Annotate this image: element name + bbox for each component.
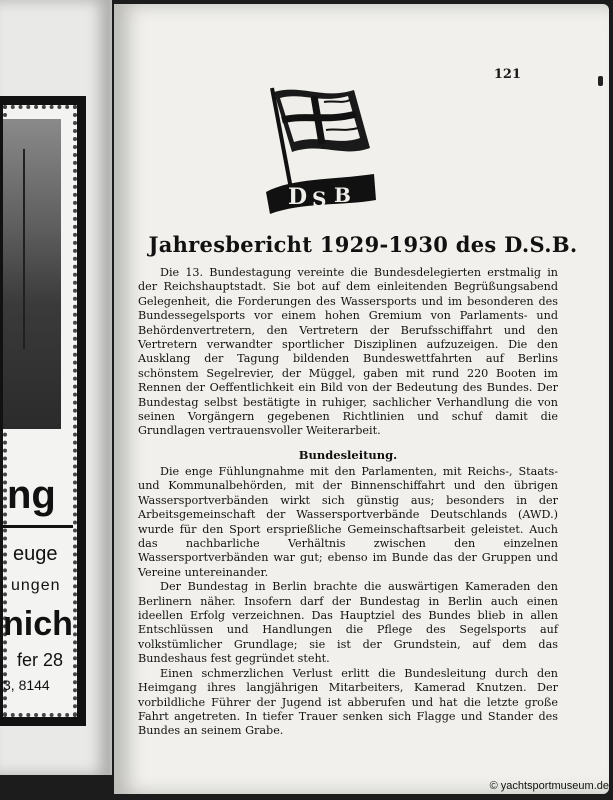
report-title: Jahresbericht 1929-1930 des D.S.B. [148, 232, 578, 257]
ad-text-euge: euge [13, 543, 58, 565]
page-number: 121 [493, 67, 521, 82]
ad-text-nich: nich [3, 605, 73, 643]
paragraph-fuehlungnahme: Die enge Fühlungnahme mit den Parlamenten, mit Reichs-, Staats- und Kommunalbehörden, mit der Binnenschiffahrt und den übrigen Wassersportverbänden wirkt sich günstig aus; besonders in der Arbeitsgemeinschaft der Wassersportverbände Deutschlands (AWD.) wurde für den Sport ersprießliche Gemeinschaftsarbeit geleistet. Auch das nachbarliche Verhältnis zwischen den einzelnen Wassersportverbänden war gut; ebenso im Bunde das der Gruppen und Vereine untereinander. [138, 465, 558, 579]
paragraph-bundestagung: Die 13. Bundestagung vereinte die Bundesdelegierten erstmalig in der Reichshauptstadt. Sie bot auf dem einleitenden Begrüßungsabend Gelegenheit, die Forderungen des Wassersports und im besonderen des Bundessegelsports vor einem hohen Gremium von Parlaments- und Behördenvertretern, den Vertretern der Berufsschiffahrt und den Vertretern verwandter sportlicher Disziplinen aufzuzeigen. Die den Ausklang der Tagung bildenden Bundeswettfahrten auf Berlins schönstem Segelrevier, der Müggel, gaben mit rund 220 Booten im Rennen der Oeffentlichkeit ein Bild von der Bedeutung des Bundes. Der Bundestag selbst bestätigte in ruhiger, sachlicher Verhandlung die von seinen Vorgängern gegebenen Richtlinien und schuf damit die Grundlagen vertrauensvoller Weiterarbeit. [138, 266, 558, 438]
ad-text-ungen: ungen [11, 577, 61, 594]
advertisement-frame [0, 96, 86, 726]
ad-text-ng: ng [7, 473, 56, 517]
svg-text:D: D [288, 184, 308, 210]
ad-text-address: fer 28 [17, 650, 64, 670]
section-heading-bundesleitung: Bundesleitung. [298, 448, 398, 462]
page-edge-mark [598, 76, 603, 86]
body-text-bundesleitung [138, 465, 558, 739]
left-page [0, 0, 112, 775]
paragraph-verlust: Einen schmerzlichen Verlust erlitt die Bundesleitung durch den Heimgang ihres langjährigen Mitarbeiters, Kamerad Knutzen. Der vorbildliche Führer der Jugend ist abberufen und hat die letzte große Fahrt angetreten. In tiefer Trauer senken sich Flagge und Stander des Bundes an seinem Grabe. [138, 666, 558, 738]
paragraph-bundestag-berlin: Der Bundestag in Berlin brachte die auswärtigen Kameraden den Berlinern näher. Insofern darf der Bundestag in Berlin auch einen ideellen Erfolg verzeichnen. Das Hauptziel des Bundes blieb in allen Entschlüssen und Handlungen die Pflege des Segelsports auf volkstümlicher Grundlage; sie ist der Grundstein, auf dem das Bundeshaus fest gegründet steht. [138, 580, 558, 666]
ad-text-phone: 3, 8144 [3, 677, 50, 693]
svg-text:S: S [312, 187, 327, 211]
flag-emblem-icon [262, 82, 380, 222]
ad-photo [3, 119, 61, 429]
right-page [114, 4, 609, 794]
watermark: © yachtsportmuseum.de [489, 780, 609, 792]
svg-text:B: B [334, 183, 351, 207]
ad-divider [3, 525, 73, 528]
body-text-intro [138, 266, 558, 439]
